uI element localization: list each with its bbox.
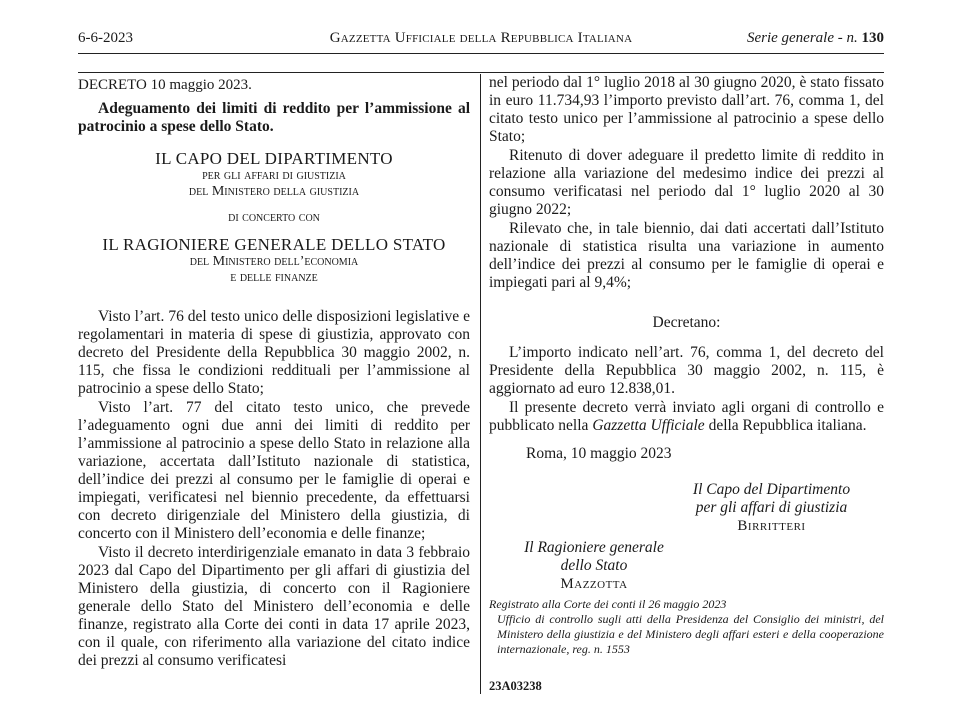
- sig1-name: Birritteri: [737, 518, 806, 534]
- paragraph-visto-76: Visto l’art. 76 del testo unico delle disposizioni legislative e regolamentari in materia di spese di giustizia, approvato con decreto del Presidente della Repubblica 30 maggio 2002, n. 115, che fissa le condizioni reddituali per l’ammissione al patrocinio a spese dello Stato;: [78, 308, 470, 397]
- decretano-heading: Decretano:: [652, 314, 721, 331]
- authority-block: [78, 150, 470, 286]
- registration-note: [489, 597, 884, 657]
- sig2-name: Mazzotta: [560, 576, 628, 592]
- decree-title: Adeguamento dei limiti di reddito per l’ammissione al patrocinio a spese dello Stato.: [78, 100, 470, 135]
- paragraph-visto-77: Visto l’art. 77 del citato testo unico, che prevede l’adeguamento ogni due anni dei limiti di reddito per l’ammissione al patrocinio a spese dello Stato in relazione alla variazione, accertata dall’Istituto nazionale di statistica, dell’indice dei prezzi al consumo per le famiglie di operai e impiegati, verificatesi nel biennio precedente, da effettuarsi con decreto dirigenziale del Ministero della giustizia, di concerto con il Ministero dell’economia e delle finanze;: [78, 399, 470, 542]
- header-publication: Gazzetta Ufficiale della Repubblica Italiana: [329, 30, 633, 46]
- paragraph-rilevato: Rilevato che, in tale biennio, dai dati accertati dall’Istituto nazionale di statistica risulta una variazione in aumento dell’indice dei prezzi al consumo per le famiglie di operai e impiegati pari al 9,4%;: [489, 220, 884, 291]
- header-rule: [78, 53, 884, 54]
- authority1-sub1: per gli affari di giustizia: [202, 168, 346, 183]
- signature-ragioniere: [489, 539, 699, 593]
- column-divider: [480, 74, 481, 694]
- left-column: [78, 74, 470, 670]
- paragraph-continued: nel periodo dal 1° luglio 2018 al 30 giugno 2020, è stato fissato in euro 11.734,93 l’importo previsto dall’art. 76, comma 1, del citato testo unico per l’ammissione al patrocinio a spese dello Stato;: [489, 74, 884, 145]
- header-series-label: Serie generale - n.: [746, 30, 858, 46]
- header-series-number: 130: [861, 30, 884, 46]
- sig2-line1: Il Ragioniere generale: [524, 539, 664, 556]
- signature-capo-dipartimento: [489, 481, 884, 535]
- authority2-sub2: e delle finanze: [230, 270, 318, 285]
- authority2-sub1: del Ministero dell’economia: [189, 254, 359, 269]
- document-code: 23A03238: [489, 679, 542, 693]
- place-date: Roma, 10 maggio 2023: [526, 445, 672, 462]
- sig2-line2: dello Stato: [560, 557, 628, 574]
- decreto-date: DECRETO 10 maggio 2023.: [78, 77, 252, 93]
- sig1-line2: per gli affari di giustizia: [695, 499, 848, 516]
- header-series: [747, 30, 884, 47]
- authority1-title: IL CAPO DEL DIPARTIMENTO: [155, 149, 393, 168]
- authority2-title: IL RAGIONIERE GENERALE DELLO STATO: [102, 235, 446, 254]
- concerto-text: di concerto con: [228, 210, 320, 225]
- content-top-rule: [78, 72, 884, 73]
- gazzetta-italic: Gazzetta Ufficiale: [592, 417, 705, 434]
- authority1-sub2: del Ministero della giustizia: [188, 184, 360, 199]
- registration-details: Ufficio di controllo sugli atti della Presidenza del Consiglio dei ministri, del Ministero della giustizia e del Ministero degli affari esteri e della cooperazione internazionale, reg. n. 1553: [497, 612, 884, 656]
- paragraph-presente-decreto: Il presente decreto verrà inviato agli organi di controllo e pubblicato nella Gazzetta Ufficiale della Repubblica italiana.: [489, 399, 884, 434]
- paragraph-ritenuto: Ritenuto di dover adeguare il predetto limite di reddito in relazione alla variazione del medesimo indice dei prezzi al consumo verificatasi nel periodo dal 1° luglio 2020 al 30 giugno 2022;: [489, 147, 884, 218]
- page-header: [78, 30, 884, 50]
- registration-line1: Registrato alla Corte dei conti il 26 maggio 2023: [489, 597, 727, 611]
- paragraph-importo: L’importo indicato nell’art. 76, comma 1, del decreto del Presidente della Repubblica 30 maggio 2002, n. 115, è aggiornato ad euro 12.838,01.: [489, 344, 884, 397]
- paragraph-visto-decreto: Visto il decreto interdirigenziale emanato in data 3 febbraio 2023 dal Capo del Dipartimento per gli affari di giustizia del Ministero della giustizia, di concerto con il Ragioniere generale dello Stato del Ministero dell’economia e delle finanze, registrato alla Corte dei conti in data 17 aprile 2023, con il quale, con riferimento alla variazione del citato indice dei prezzi al consumo verificatesi: [78, 544, 470, 669]
- sig1-line1: Il Capo del Dipartimento: [692, 481, 851, 498]
- header-date: 6-6-2023: [78, 30, 133, 46]
- right-column: [489, 74, 884, 695]
